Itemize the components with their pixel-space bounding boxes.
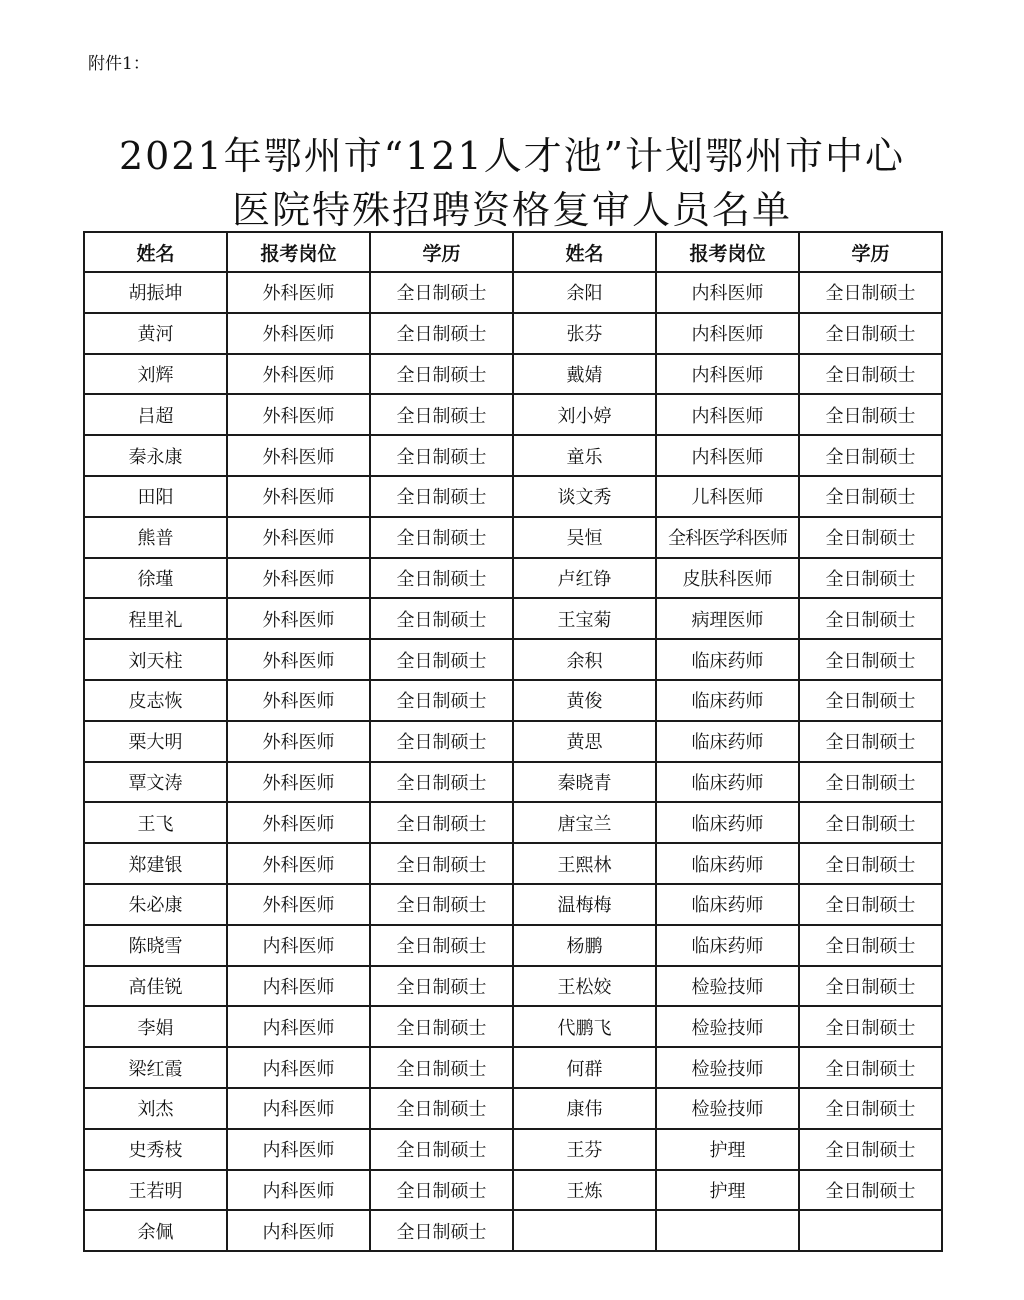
cell-education-right: 全日制硕士 [799, 884, 942, 925]
cell-position-left: 外科医师 [227, 272, 370, 313]
cell-position-right: 检验技师 [656, 1006, 799, 1047]
cell-position-left: 内科医师 [227, 1006, 370, 1047]
cell-education-right: 全日制硕士 [799, 558, 942, 599]
cell-education-left: 全日制硕士 [370, 1170, 513, 1211]
table-row [84, 598, 942, 639]
cell-name-right: 代鹏飞 [513, 1006, 656, 1047]
cell-position-right: 护理 [656, 1129, 799, 1170]
cell-education-left: 全日制硕士 [370, 598, 513, 639]
cell-education-left: 全日制硕士 [370, 313, 513, 354]
cell-position-right: 病理医师 [656, 598, 799, 639]
table-row [84, 476, 942, 517]
cell-education-right: 全日制硕士 [799, 394, 942, 435]
table-row [84, 721, 942, 762]
cell-position-right: 内科医师 [656, 435, 799, 476]
cell-education-right: 全日制硕士 [799, 680, 942, 721]
cell-name-right: 王松姣 [513, 966, 656, 1007]
cell-position-right: 内科医师 [656, 313, 799, 354]
cell-name-right: 王炼 [513, 1170, 656, 1211]
cell-name-right: 秦晓青 [513, 762, 656, 803]
cell-education-right [799, 1210, 942, 1251]
cell-name-left: 胡振坤 [84, 272, 227, 313]
cell-name-left: 熊普 [84, 517, 227, 558]
table-row [84, 394, 942, 435]
cell-name-right: 戴婧 [513, 354, 656, 395]
cell-education-left: 全日制硕士 [370, 802, 513, 843]
cell-name-left: 王飞 [84, 802, 227, 843]
cell-name-left: 吕超 [84, 394, 227, 435]
attachment-label: 附件1： [88, 54, 150, 74]
table-row [84, 680, 942, 721]
cell-name-left: 徐瑾 [84, 558, 227, 599]
cell-name-left: 田阳 [84, 476, 227, 517]
cell-education-right: 全日制硕士 [799, 802, 942, 843]
cell-name-left: 郑建银 [84, 843, 227, 884]
table-row [84, 966, 942, 1007]
cell-education-left: 全日制硕士 [370, 272, 513, 313]
table-body [84, 272, 942, 1251]
cell-education-right: 全日制硕士 [799, 598, 942, 639]
candidate-table [83, 231, 943, 1252]
cell-name-right: 康伟 [513, 1088, 656, 1129]
cell-name-left: 王若明 [84, 1170, 227, 1211]
cell-position-left: 内科医师 [227, 1129, 370, 1170]
cell-name-left: 秦永康 [84, 435, 227, 476]
cell-name-left: 梁红霞 [84, 1047, 227, 1088]
cell-name-left: 朱必康 [84, 884, 227, 925]
cell-position-right [656, 1210, 799, 1251]
table-row [84, 843, 942, 884]
cell-name-left: 高佳锐 [84, 966, 227, 1007]
table-row [84, 1088, 942, 1129]
cell-position-right: 全科医学科医师 [656, 517, 799, 558]
table-row [84, 1210, 942, 1251]
cell-education-left: 全日制硕士 [370, 435, 513, 476]
cell-education-right: 全日制硕士 [799, 1170, 942, 1211]
cell-education-right: 全日制硕士 [799, 843, 942, 884]
cell-education-left: 全日制硕士 [370, 843, 513, 884]
cell-position-right: 临床药师 [656, 802, 799, 843]
cell-position-left: 外科医师 [227, 802, 370, 843]
cell-name-left: 皮志恢 [84, 680, 227, 721]
cell-position-left: 外科医师 [227, 476, 370, 517]
cell-position-left: 内科医师 [227, 966, 370, 1007]
cell-position-right: 临床药师 [656, 762, 799, 803]
cell-education-right: 全日制硕士 [799, 476, 942, 517]
cell-education-left: 全日制硕士 [370, 721, 513, 762]
cell-position-right: 临床药师 [656, 721, 799, 762]
cell-education-right: 全日制硕士 [799, 966, 942, 1007]
cell-position-left: 外科医师 [227, 517, 370, 558]
cell-name-right: 温梅梅 [513, 884, 656, 925]
cell-education-left: 全日制硕士 [370, 762, 513, 803]
table-row [84, 272, 942, 313]
cell-education-left: 全日制硕士 [370, 354, 513, 395]
cell-name-right: 张芬 [513, 313, 656, 354]
cell-name-right: 卢红铮 [513, 558, 656, 599]
cell-name-right: 王熙林 [513, 843, 656, 884]
cell-education-right: 全日制硕士 [799, 762, 942, 803]
table-row [84, 884, 942, 925]
cell-position-left: 外科医师 [227, 435, 370, 476]
cell-position-right: 内科医师 [656, 272, 799, 313]
cell-name-left: 李娟 [84, 1006, 227, 1047]
cell-position-left: 外科医师 [227, 394, 370, 435]
cell-position-left: 内科医师 [227, 1170, 370, 1211]
table-row [84, 802, 942, 843]
cell-education-left: 全日制硕士 [370, 1006, 513, 1047]
cell-position-left: 内科医师 [227, 1210, 370, 1251]
cell-position-right: 检验技师 [656, 966, 799, 1007]
cell-position-left: 外科医师 [227, 721, 370, 762]
table-row [84, 313, 942, 354]
cell-position-left: 外科医师 [227, 558, 370, 599]
cell-education-right: 全日制硕士 [799, 272, 942, 313]
cell-name-right: 王芬 [513, 1129, 656, 1170]
header-education-right: 学历 [799, 232, 942, 272]
cell-education-right: 全日制硕士 [799, 1088, 942, 1129]
cell-education-right: 全日制硕士 [799, 313, 942, 354]
cell-position-right: 检验技师 [656, 1088, 799, 1129]
document-title-line-2: 医院特殊招聘资格复审人员名单 [231, 188, 792, 233]
cell-education-left: 全日制硕士 [370, 517, 513, 558]
cell-name-right: 吴恒 [513, 517, 656, 558]
cell-name-right: 刘小婷 [513, 394, 656, 435]
table-row [84, 435, 942, 476]
cell-position-left: 外科医师 [227, 639, 370, 680]
cell-position-right: 临床药师 [656, 884, 799, 925]
header-position-left: 报考岗位 [227, 232, 370, 272]
cell-position-left: 外科医师 [227, 843, 370, 884]
cell-name-right: 唐宝兰 [513, 802, 656, 843]
cell-position-left: 内科医师 [227, 925, 370, 966]
table-row [84, 1047, 942, 1088]
cell-name-right: 余积 [513, 639, 656, 680]
cell-name-left: 黄河 [84, 313, 227, 354]
cell-name-left: 史秀枝 [84, 1129, 227, 1170]
cell-position-right: 临床药师 [656, 925, 799, 966]
table-header [84, 232, 942, 272]
cell-education-left: 全日制硕士 [370, 1210, 513, 1251]
cell-name-left: 栗大明 [84, 721, 227, 762]
cell-position-left: 外科医师 [227, 762, 370, 803]
header-education-left: 学历 [370, 232, 513, 272]
cell-education-left: 全日制硕士 [370, 639, 513, 680]
cell-position-right: 内科医师 [656, 354, 799, 395]
cell-position-left: 内科医师 [227, 1047, 370, 1088]
cell-education-left: 全日制硕士 [370, 1129, 513, 1170]
header-name-right: 姓名 [513, 232, 656, 272]
cell-position-right: 临床药师 [656, 680, 799, 721]
cell-education-left: 全日制硕士 [370, 476, 513, 517]
cell-education-right: 全日制硕士 [799, 354, 942, 395]
table-row [84, 1170, 942, 1211]
cell-education-left: 全日制硕士 [370, 884, 513, 925]
header-name-left: 姓名 [84, 232, 227, 272]
cell-name-left: 刘辉 [84, 354, 227, 395]
table-row [84, 354, 942, 395]
header-row [84, 232, 942, 272]
cell-position-right: 皮肤科医师 [656, 558, 799, 599]
table-row [84, 1129, 942, 1170]
cell-education-left: 全日制硕士 [370, 680, 513, 721]
cell-education-right: 全日制硕士 [799, 517, 942, 558]
cell-name-left: 余佩 [84, 1210, 227, 1251]
table-row [84, 517, 942, 558]
table-row [84, 558, 942, 599]
document-title-line-1: 2021年鄂州市“121人才池”计划鄂州市中心 [118, 134, 906, 179]
cell-name-left: 程里礼 [84, 598, 227, 639]
cell-name-right: 童乐 [513, 435, 656, 476]
cell-name-right [513, 1210, 656, 1251]
cell-education-left: 全日制硕士 [370, 558, 513, 599]
cell-position-left: 外科医师 [227, 313, 370, 354]
table-row [84, 639, 942, 680]
cell-education-right: 全日制硕士 [799, 639, 942, 680]
cell-position-left: 外科医师 [227, 598, 370, 639]
cell-position-left: 外科医师 [227, 680, 370, 721]
cell-education-left: 全日制硕士 [370, 966, 513, 1007]
cell-position-left: 外科医师 [227, 884, 370, 925]
cell-name-left: 刘杰 [84, 1088, 227, 1129]
header-position-right: 报考岗位 [656, 232, 799, 272]
cell-name-right: 余阳 [513, 272, 656, 313]
cell-education-right: 全日制硕士 [799, 925, 942, 966]
table-row [84, 762, 942, 803]
cell-position-left: 外科医师 [227, 354, 370, 395]
cell-education-right: 全日制硕士 [799, 1047, 942, 1088]
cell-name-right: 王宝菊 [513, 598, 656, 639]
cell-position-right: 儿科医师 [656, 476, 799, 517]
table-row [84, 925, 942, 966]
cell-position-right: 护理 [656, 1170, 799, 1211]
cell-position-left: 内科医师 [227, 1088, 370, 1129]
cell-name-left: 陈晓雪 [84, 925, 227, 966]
cell-education-left: 全日制硕士 [370, 925, 513, 966]
cell-education-left: 全日制硕士 [370, 1047, 513, 1088]
cell-education-left: 全日制硕士 [370, 394, 513, 435]
cell-education-right: 全日制硕士 [799, 1006, 942, 1047]
cell-position-right: 检验技师 [656, 1047, 799, 1088]
cell-education-right: 全日制硕士 [799, 721, 942, 762]
cell-name-right: 黄思 [513, 721, 656, 762]
cell-name-right: 谈文秀 [513, 476, 656, 517]
cell-name-right: 何群 [513, 1047, 656, 1088]
cell-education-right: 全日制硕士 [799, 1129, 942, 1170]
cell-education-left: 全日制硕士 [370, 1088, 513, 1129]
cell-name-right: 黄俊 [513, 680, 656, 721]
cell-position-right: 内科医师 [656, 394, 799, 435]
cell-name-left: 刘天柱 [84, 639, 227, 680]
table-row [84, 1006, 942, 1047]
cell-name-right: 杨鹏 [513, 925, 656, 966]
cell-education-right: 全日制硕士 [799, 435, 942, 476]
cell-position-right: 临床药师 [656, 639, 799, 680]
cell-position-right: 临床药师 [656, 843, 799, 884]
cell-name-left: 覃文涛 [84, 762, 227, 803]
